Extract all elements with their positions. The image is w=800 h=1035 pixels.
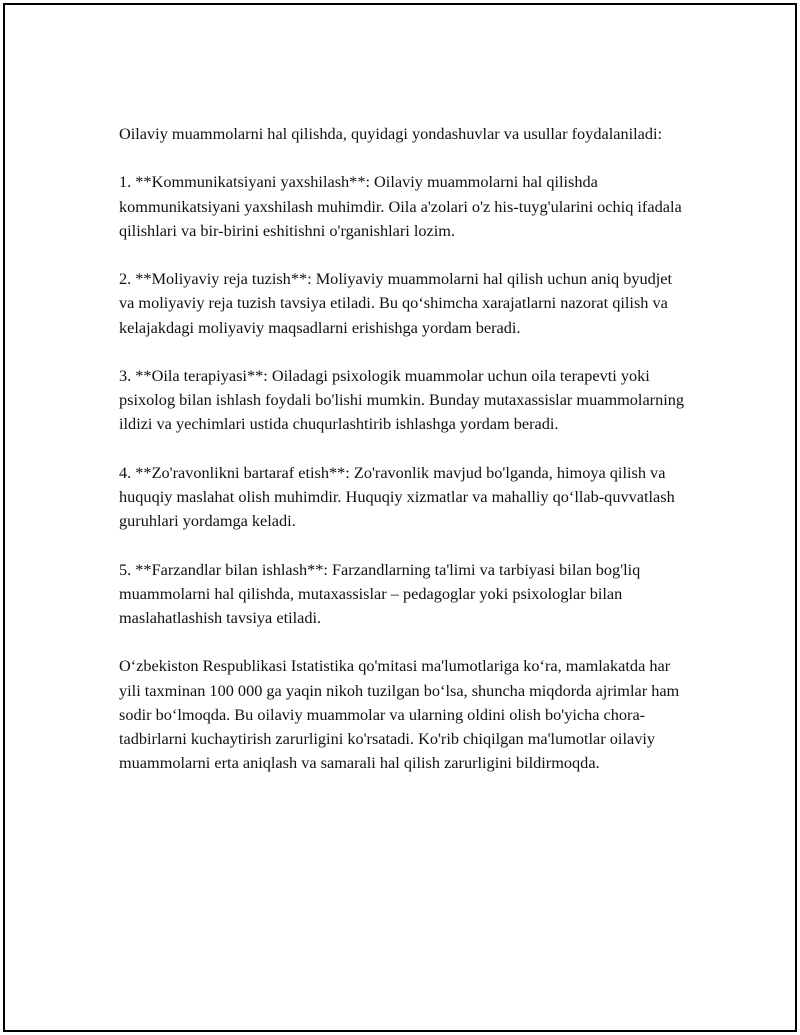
list-item-working-with-children: 5. **Farzandlar bilan ishlash**: Farzandlarning ta'limi va tarbiyasi bilan bog'liq muammolarni hal qilishda, mutaxassislar – pedagoglar yoki psixologlar bilan maslahatlashish tavsiya etiladi. <box>119 559 641 627</box>
list-item-violence-prevention: 4. **Zo'ravonlikni bartaraf etish**: Zo'ravonlik mavjud bo'lganda, himoya qilish va huquqiy maslahat olish muhimdir. Huquqiy xizmatlar va mahalliy qo‘llab-quvvatlash guruhlari yordamga keladi. <box>119 462 675 531</box>
list-item-communication: 1. **Kommunikatsiyani yaxshilash**: Oilaviy muammolarni hal qilishda kommunikatsiyani yaxshilash muhimdir. Oila a'zolari o'z his-tuyg'ularini ochiq ifadala qilishlari va bir-birini eshitishni o'rganishlari lozim. <box>119 172 682 240</box>
document-body <box>119 122 689 800</box>
document-page <box>3 3 797 1032</box>
statistics-paragraph: O‘zbekiston Respublikasi Istatistika qo'mitasi ma'lumotlariga ko‘ra, mamlakatda har yili taxminan 100 000 ga yaqin nikoh tuzilgan bo‘lsa, shuncha miqdorda ajrimlar ham sodir bo‘lmoqda. Bu oilaviy muammolar va ularning oldini olish bo'yicha chora-tadbirlarni kuchaytirish zarurligini ko'rsatadi. Ko'rib chiqilgan ma'lumotlar oilaviy muammolarni erta aniqlash va samarali hal qilish zarurligini bildirmoqda. <box>119 656 680 773</box>
intro-paragraph: Oilaviy muammolarni hal qilishda, quyidagi yondashuvlar va usullar foydalaniladi: <box>119 124 663 143</box>
list-item-financial-plan: 2. **Moliyaviy reja tuzish**: Moliyaviy muammolarni hal qilish uchun aniq byudjet va moliyaviy reja tuzish tavsiya etiladi. Bu qo‘shimcha xarajatlarni nazorat qilish va kelajakdagi moliyaviy maqsadlarni erishishga yordam beradi. <box>119 269 673 337</box>
list-item-family-therapy: 3. **Oila terapiyasi**: Oiladagi psixologik muammolar uchun oila terapevti yoki psixolog bilan ishlash foydali bo'lishi mumkin. Bunday mutaxassislar muammolarning ildizi va yechimlari ustida chuqurlashtirib ishlashga yordam beradi. <box>119 365 685 434</box>
